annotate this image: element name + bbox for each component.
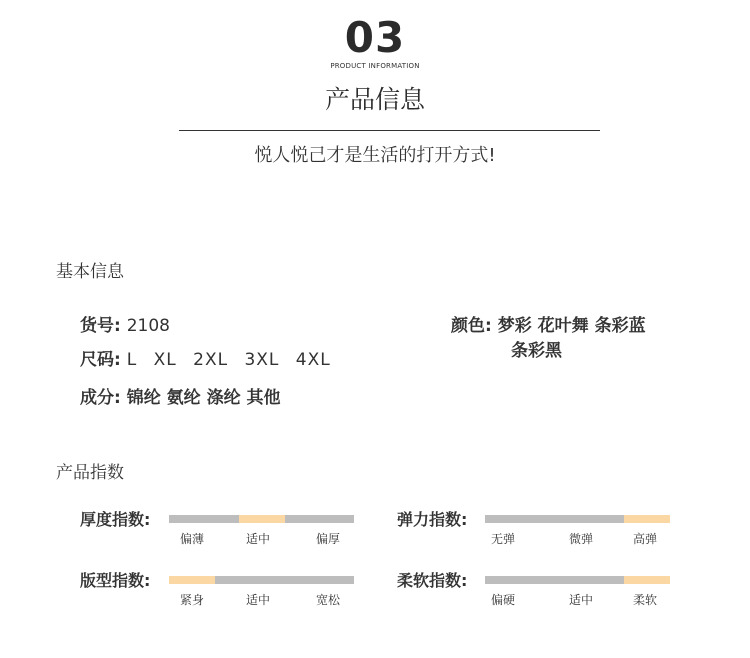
section-title: 产品信息	[324, 85, 425, 114]
thickness-tick-thick: 偏厚	[316, 532, 341, 546]
item-number-label: 货号:	[80, 316, 121, 336]
item-number-row	[80, 314, 170, 338]
color-label: 颜色:	[451, 316, 492, 336]
title-divider	[179, 130, 600, 131]
elasticity-index-bar	[485, 515, 670, 523]
material-label: 成分:	[80, 388, 121, 408]
size-row	[80, 348, 331, 372]
softness-tick-medium: 适中	[569, 593, 594, 607]
color-row	[451, 314, 646, 338]
color-value-line2: 条彩黑	[511, 341, 562, 361]
slogan: 悦人悦己才是生活的打开方式!	[254, 145, 496, 166]
size-value: L XL 2XL 3XL 4XL	[126, 350, 331, 370]
material-value: 锦纶 氨纶 涤纶 其他	[126, 388, 281, 408]
elasticity-tick-slight: 微弹	[569, 532, 594, 546]
fit-tick-medium: 适中	[246, 593, 271, 607]
softness-index-bar	[485, 576, 670, 584]
elasticity-tick-high: 高弹	[633, 532, 658, 546]
thickness-index-highlight	[239, 515, 285, 523]
fit-index-label: 版型指数:	[80, 571, 151, 590]
fit-tick-loose: 宽松	[316, 593, 341, 607]
item-number-value: 2108	[126, 316, 170, 336]
softness-index-label: 柔软指数:	[397, 571, 468, 590]
fit-tick-tight: 紧身	[180, 593, 205, 607]
color-value-line1: 梦彩 花叶舞 条彩蓝	[497, 316, 646, 336]
elasticity-tick-none: 无弹	[491, 532, 516, 546]
softness-tick-hard: 偏硬	[491, 593, 516, 607]
thickness-tick-medium: 适中	[246, 532, 271, 546]
thickness-index-bar	[169, 515, 354, 523]
indices-heading: 产品指数	[56, 463, 124, 483]
softness-index-highlight	[624, 576, 670, 584]
thickness-index-label: 厚度指数:	[80, 510, 151, 529]
elasticity-index-label: 弹力指数:	[397, 510, 468, 529]
fit-index-bar	[169, 576, 354, 584]
thickness-tick-thin: 偏薄	[180, 532, 205, 546]
elasticity-index-highlight	[624, 515, 670, 523]
size-label: 尺码:	[80, 350, 121, 370]
section-subtitle: PRODUCT INFORMATION	[330, 62, 420, 70]
fit-index-highlight	[169, 576, 215, 584]
softness-tick-soft: 柔软	[633, 593, 658, 607]
section-number: 03	[344, 13, 406, 62]
material-row	[80, 386, 281, 410]
basic-info-heading: 基本信息	[56, 262, 124, 282]
